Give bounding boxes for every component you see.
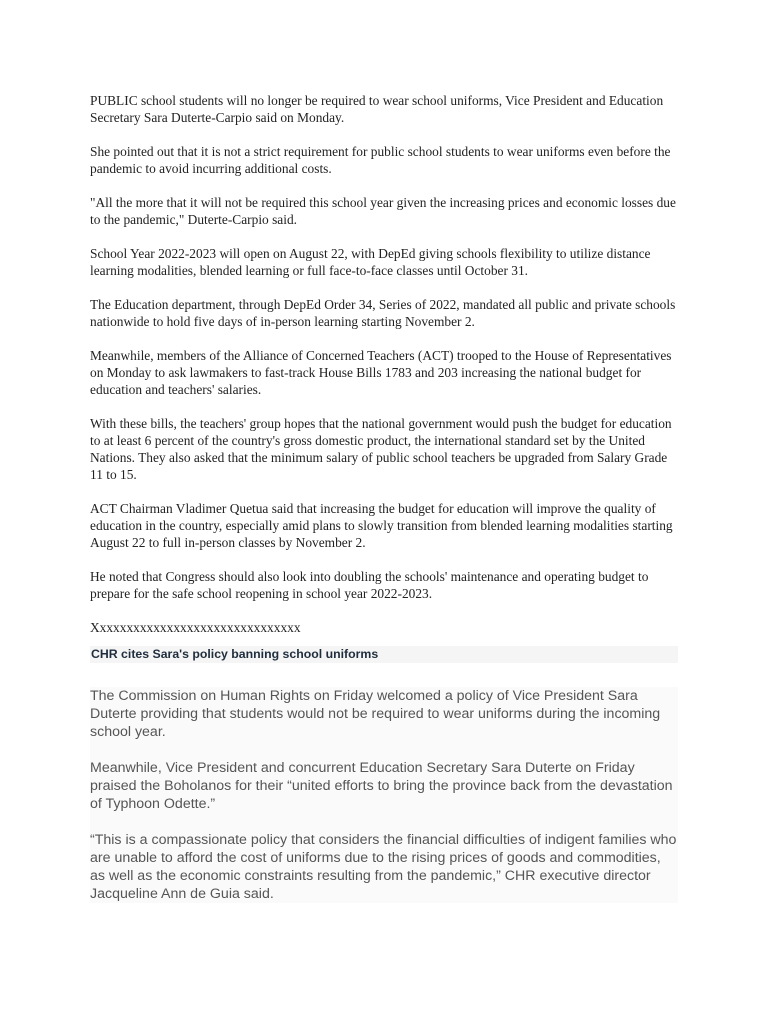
article-paragraph-3: "All the more that it will not be required this school year given the increasing prices and economic losses due to the pandemic," Duterte-Carpio said. bbox=[90, 195, 676, 227]
chr-section-body bbox=[90, 687, 678, 903]
chr-paragraph-3: “This is a compassionate policy that considers the financial difficulties of indigent families who are unable to afford the cost of uniforms due to the rising prices of goods and commodities, as well as the economic constraints resulting from the pandemic,” CHR executive director Jacqueline Ann de Guia said. bbox=[90, 832, 677, 902]
document-page bbox=[90, 92, 680, 903]
chr-paragraph-1: The Commission on Human Rights on Friday welcomed a policy of Vice President Sara Duterte providing that students would not be required to wear uniforms during the incoming school year. bbox=[90, 688, 661, 740]
article-paragraph-8: ACT Chairman Vladimer Quetua said that increasing the budget for education will improve the quality of education in the country, especially amid plans to slowly transition from blended learning modalities starting August 22 to full in-person classes by November 2. bbox=[90, 501, 673, 550]
article-paragraph-1: PUBLIC school students will no longer be required to wear school uniforms, Vice President and Education Secretary Sara Duterte-Carpio said on Monday. bbox=[90, 93, 664, 125]
article-paragraph-6: Meanwhile, members of the Alliance of Concerned Teachers (ACT) trooped to the House of Representatives on Monday to ask lawmakers to fast-track House Bills 1783 and 203 increasing the national budget for education and teachers' salaries. bbox=[90, 348, 672, 397]
article-paragraph-5: The Education department, through DepEd Order 34, Series of 2022, mandated all public and private schools nationwide to hold five days of in-person learning starting November 2. bbox=[90, 297, 676, 329]
chr-section-heading: CHR cites Sara's policy banning school uniforms bbox=[90, 646, 678, 663]
section-separator: Xxxxxxxxxxxxxxxxxxxxxxxxxxxxxxx bbox=[90, 620, 301, 635]
article-paragraph-9: He noted that Congress should also look into doubling the schools' maintenance and operating budget to prepare for the safe school reopening in school year 2022-2023. bbox=[90, 569, 649, 601]
article-paragraph-7: With these bills, the teachers' group hopes that the national government would push the budget for education to at least 6 percent of the country's gross domestic product, the international standard set by the United Nations. They also asked that the minimum salary of public school teachers be upgraded from Salary Grade 11 to 15. bbox=[90, 416, 672, 482]
article-paragraph-4: School Year 2022-2023 will open on August 22, with DepEd giving schools flexibility to utilize distance learning modalities, blended learning or full face-to-face classes until October 31. bbox=[90, 246, 651, 278]
chr-paragraph-2: Meanwhile, Vice President and concurrent Education Secretary Sara Duterte on Friday praised the Boholanos for their “united efforts to bring the province back from the devastation of Typhoon Odette.” bbox=[90, 760, 673, 812]
article-paragraph-2: She pointed out that it is not a strict requirement for public school students to wear uniforms even before the pandemic to avoid incurring additional costs. bbox=[90, 144, 671, 176]
